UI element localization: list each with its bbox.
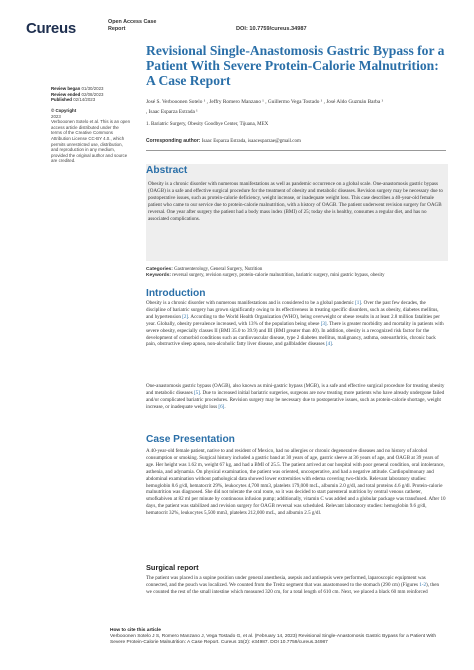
introduction-paragraph-2: One-anastomosis gastric bypass (OAGB), also known as mini-gastric bypass (MGB), is a safe and effective surgical procedure for treating obesity and metabolic diseases [5]. Due to increased initial bariatric surgeries, surgeons are now treating more patients who have already undergone failed and/or complicated bariatric procedures. Revision surgery may be necessary due to postoperative issues, such as protein-calorie shortage, weight increase, or inadequate weight loss [6]. bbox=[146, 383, 445, 410]
article-title: Revisional Single-Anastomosis Gastric Bypass for a Patient With Severe Protein-Calorie Malnutrition: A Case Report bbox=[146, 43, 445, 89]
reference-link[interactable]: [3] bbox=[320, 320, 327, 327]
keywords: Keywords: reversal surgery, revision surgery, protein-calorie malnutrition, bariatric surgery, mini gastric bypass, obesity bbox=[146, 273, 385, 278]
how-to-cite: How to cite this article Verbooonen Sotelo J S, Romero Manzano J, Vega Tostado G, et al. (February 14, 2023) Revisional Single-Anastomosis Gastric Bypass for a Patient With Severe Protein-Calorie Malnutrition: A Case Report. Cureus 15(2): e34987. DOI 10.7759/cureus.34987 bbox=[110, 628, 437, 646]
case-paragraph: A 40-year-old female patient, native to and resident of Mexico, had no allergies or chronic degenerative diseases and no history of alcohol consumption or smoking. Surgical history included a gastric band at 30 years of age, gastric sleeve at 36 years of age, and OAGB at 39 years of age. Her height was 1.62 m, weight 67 kg, and had a BMI of 25.5. The patient arrived at our hospital with poor general condition, oral intolerance, asthenia, and adynamia. On physical examination, the patient was oriented, uncooperative, and had a negative attitude. Cardiopulmonary and abdominal examination without pathological data showed lower extremities with edema covering two-thirds. Relevant laboratory studies: hemoglobin 8.6 g/dl, hematocrit 29%, leukocytes 4,700 mm3, platelets 179,000 mcL, albumin 2.0 g/dl, and total proteins 4.6 g/dl. Protein-calorie malnutrition was diagnosed. She did not tolerate the oral route, so it was decided to start parenteral nutrition by central venous catheter, smofkabiven at 82 ml per minute by continuous infusion pump; additionally, vitamin C was added and a globular package was transfused. After 10 days, the patient was stabilized and revision surgery for OAGB reversal was scheduled. Relevant laboratory studies: hemoglobin 9.6 g/dl, hematocrit 32%, leukocytes 5,500 mm3, platelets 212,000 mcL, and albumin 2.5 g/dl. bbox=[146, 448, 446, 517]
copyright-block: © Copyright 2023 Verbooonen Sotelo et al. This is an open access article distributed under the terms of the Creative Commons Attribution License CC-BY 4.0., which permits unrestricted use, distribution, and reproduction in any medium, provided the original author and source are credited. bbox=[51, 108, 131, 164]
introduction-paragraph-1: Obesity is a chronic disorder with numerous manifestations and is considered to be a global pandemic [1]. Over the past few decades, the discipline of bariatric surgery has grown significantly owing to its effectiveness in treating specific disorders, such as obesity, diabetes mellitus, and hypertension [2]. According to the World Health Organization (WHO), being overweight or obese results in at least 2.8 million fatalities per year. Globally, obesity prevalence increased, with 13% of the population being obese [3]. There is greater morbidity and mortality in patients with severe obesity, especially classes II (BMI 35.0 to 39.9) and III (BMI greater than 40). In addition, obesity is a recognized risk factor for the development of comorbid conditions such as cardiovascular disease, type 2 diabetes mellitus, malignancy, asthma, osteoarthritis, chronic back pain, obstructive sleep apnea, non-alcoholic fatty liver disease, and gallbladder diseases [4]. bbox=[146, 300, 444, 348]
article-type-label: Open Access Case Report bbox=[108, 19, 157, 32]
journal-logo: Cureus bbox=[26, 20, 76, 37]
introduction-heading: Introduction bbox=[146, 288, 206, 299]
abstract-text: Obesity is a chronic disorder with numerous manifestations as well as pandemic occurrence on a global scale. One-anastomosis gastric bypass (OAGB) is a safe and effective surgical procedure for the treatment of obesity and metabolic diseases. Revision surgery may be necessary due to postoperative issues, such as protein-calorie deficiency, weight increase, or inadequate weight loss. This case describes a 40-year-old female patient who came to our service due to protein-calorie malnutrition, with a history of OAGB. The patient underwent revision surgery for OAGB reversal. One year after surgery the patient had a body mass index (BMI) of 25; today she is healthy, consumes a regular diet, and has no associated complications. bbox=[148, 181, 443, 222]
divider bbox=[146, 150, 446, 151]
license-text: Verbooonen Sotelo et al. This is an open access article distributed under the terms of the Creative Commons Attribution License CC-BY 4.0., which permits unrestricted use, distribution, and reproduction in any medium, provided the original author and source are credited. bbox=[51, 119, 131, 164]
review-dates: Review began 01/30/2023 Review ended 02/08/2023 Published 02/14/2023 bbox=[51, 86, 104, 103]
corresponding-author: Corresponding author: Isaac Esparza Estrada, isaacesparzae@gmail.com bbox=[146, 138, 301, 144]
author-list: José S. Verbooonen Sotelo ¹ , Jeffry Romero Manzano ¹ , Guillermo Vega Tostado ¹ , José Aldo Guzmán Barba ¹ , Isaac Esparza Estrada ¹ bbox=[146, 99, 384, 115]
reference-link[interactable]: [4] bbox=[325, 341, 332, 348]
case-heading: Case Presentation bbox=[146, 434, 235, 445]
reference-link[interactable]: [1] bbox=[355, 300, 362, 306]
doi-label: DOI: 10.7759/cureus.34987 bbox=[236, 26, 307, 32]
surgical-report-heading: Surgical report bbox=[146, 563, 199, 572]
surgical-paragraph: The patient was placed in a supine position under general anesthesia, asepsis and antisepsis were performed, laparoscopic equipment was connected, and the pouch was localized. We counted from the Treitz segment that was anastomosed to the stomach (290 cm) (Figures 1-2), then we counted the rest of the small intestine which measured 320 cm, for a total length of 610 cm. Next, we placed a black 60 mm reinforced bbox=[146, 575, 440, 595]
categories: Categories: Gastroenterology, General Surgery, Nutrition bbox=[146, 267, 263, 272]
reference-link[interactable]: [5] bbox=[193, 389, 200, 396]
figure-link[interactable]: 1-2 bbox=[419, 581, 427, 588]
affiliation: 1. Bariatric Surgery, Obesity Goodbye Center, Tijuana, MEX bbox=[146, 122, 269, 127]
abstract-heading: Abstract bbox=[146, 165, 188, 176]
reference-link[interactable]: [2] bbox=[182, 313, 189, 320]
reference-link[interactable]: [6] bbox=[218, 403, 225, 410]
